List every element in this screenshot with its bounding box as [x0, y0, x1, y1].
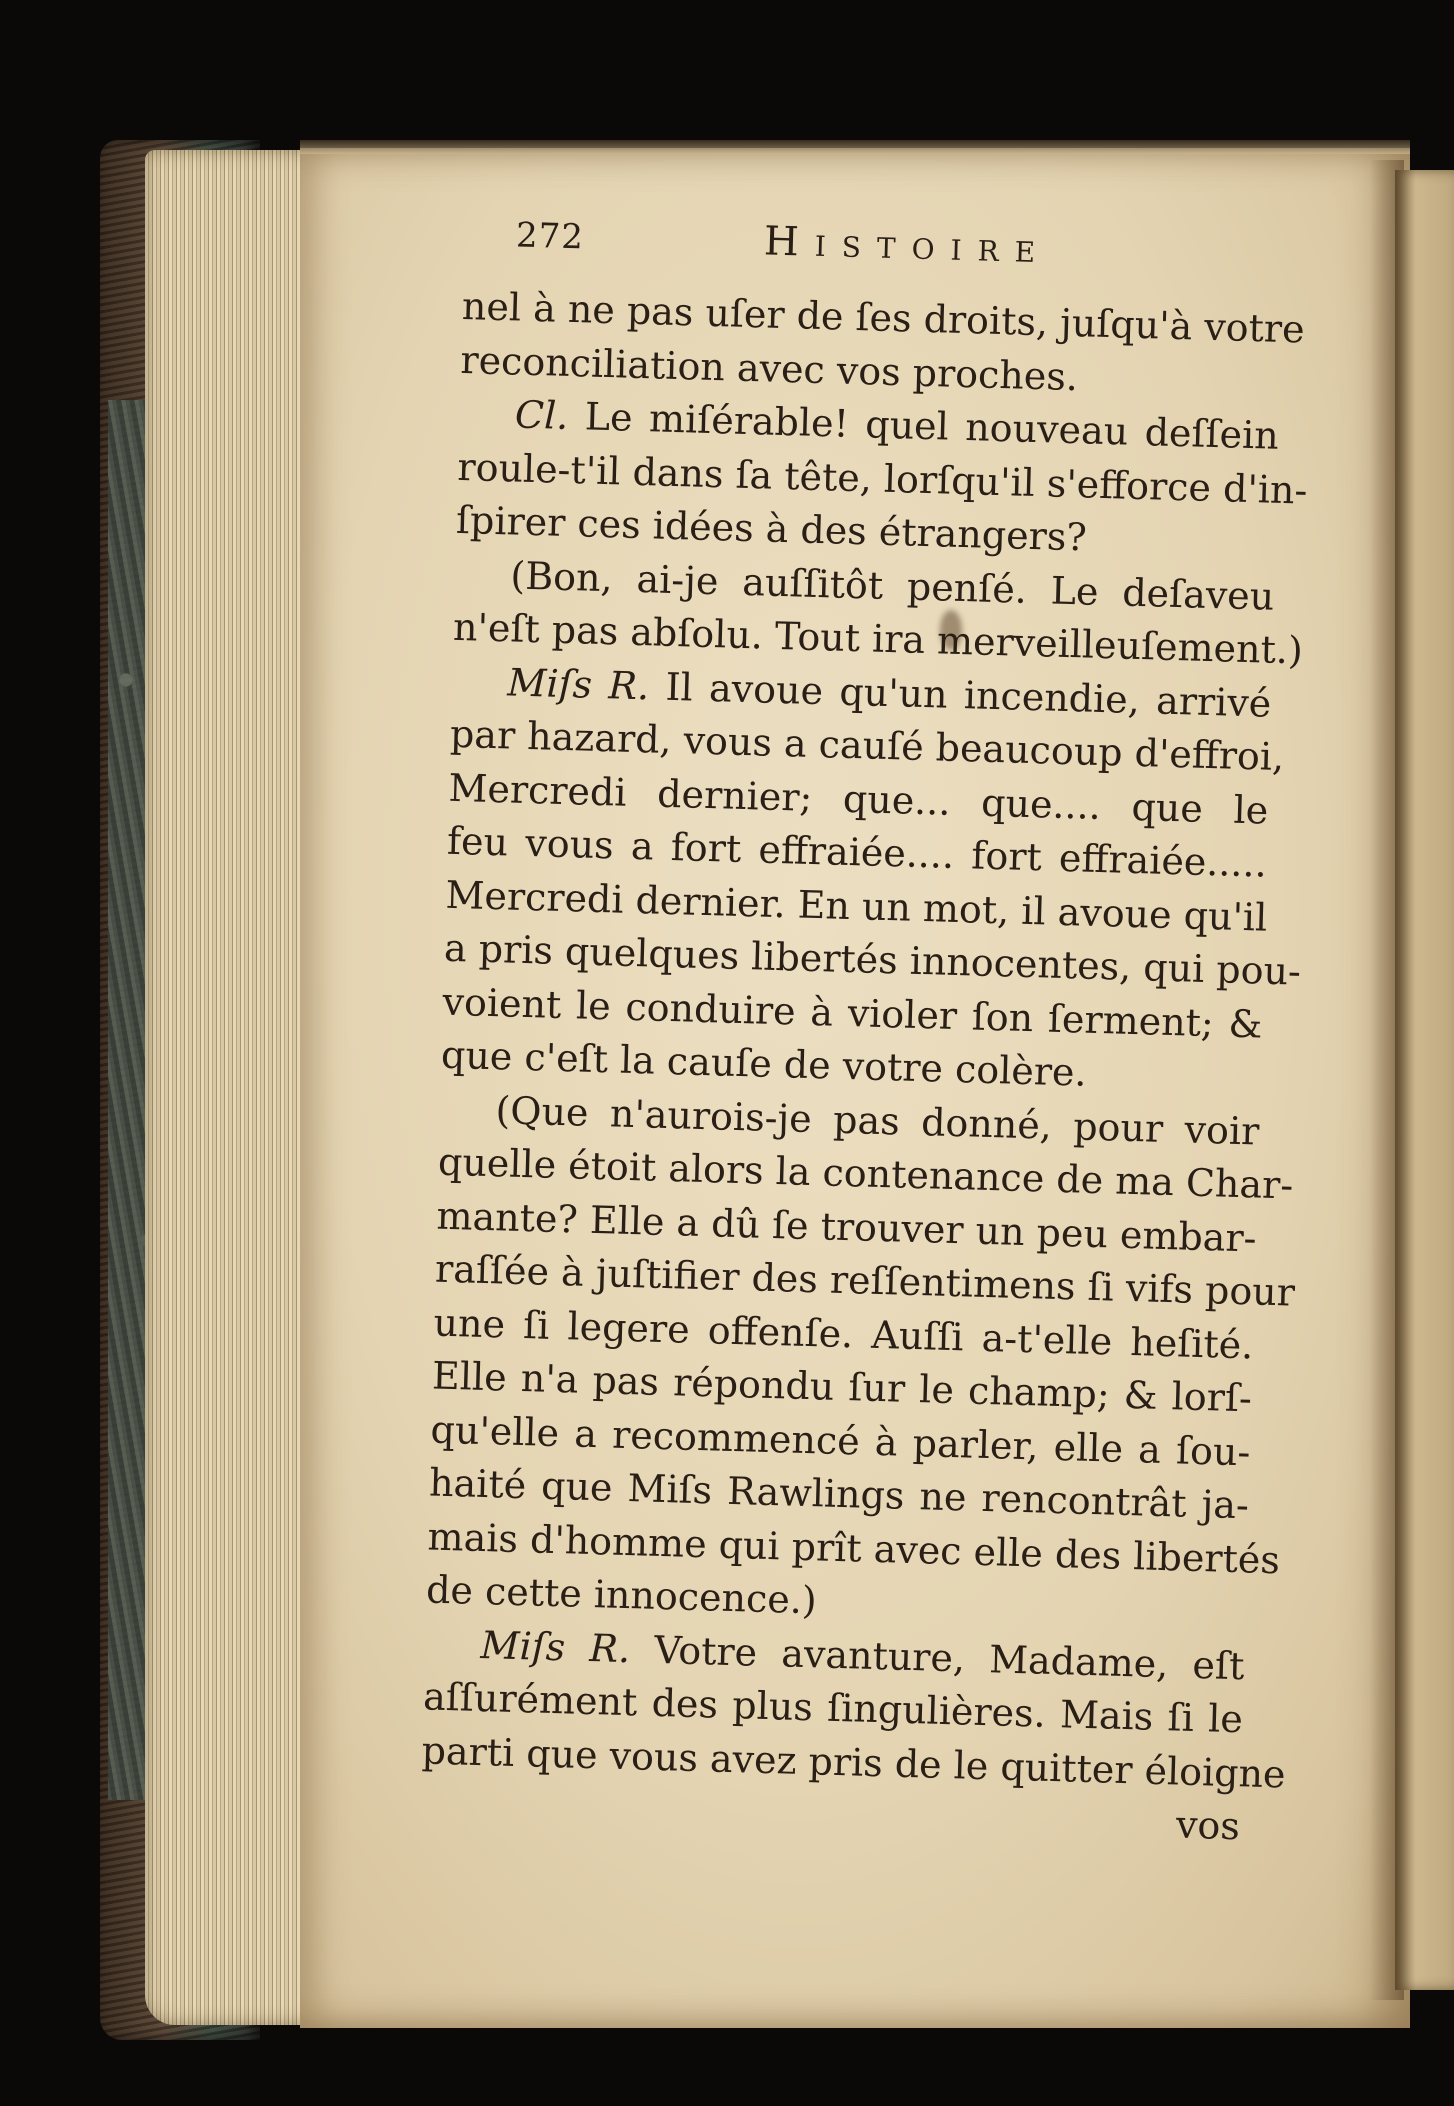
line-text: Le miſérable! quel nouveau deſſein [567, 393, 1280, 458]
speaker-label: Cl. [514, 392, 569, 438]
line-text: n'eſt pas abſolu. Tout ira merveilleuſement.) [452, 604, 1304, 673]
facing-page-edge [1395, 170, 1454, 1990]
line-text: qu'elle a recommencé à parler, elle a ſou- [430, 1407, 1251, 1474]
line-text: ſpirer ces idées à des étrangers? [455, 497, 1088, 560]
speaker-label: Miſs R. [480, 1622, 631, 1671]
catchword: vos [1175, 1802, 1241, 1849]
line-text: aſſurément des plus ſingulières. Mais ſi le [422, 1674, 1244, 1742]
line-text: que c'eſt la cauſe de votre colère. [440, 1032, 1088, 1095]
line-text: a pris quelques libertés innocentes, qui pou- [443, 925, 1302, 994]
line-text: une ſi legere offenſe. Auſſi a-t'elle heſité. [433, 1300, 1254, 1367]
line-text: par hazard, vous a cauſé beaucoup d'effroi, [449, 711, 1285, 780]
page-number: 272 [515, 215, 585, 258]
line-text: roule-t'il dans ſa tête, lorſqu'il s'efforce d'in- [456, 444, 1308, 513]
line-text: mais d'homme qui prît avec elle des libertés [427, 1513, 1281, 1582]
body-text [421, 280, 1308, 1800]
line-text: mante? Elle a dû ſe trouver un peu embar- [436, 1193, 1258, 1260]
line-text: Il avoue qu'un incendie, arrivé [648, 663, 1272, 726]
line-text: Votre avanture, Madame, eſt [629, 1626, 1245, 1688]
line-text: raſſée à juſtifier des reſſentimens ſi vifs pour [434, 1246, 1296, 1315]
page-top-edge [300, 140, 1410, 154]
line-text: Mercredi dernier; que... que.... que le [447, 765, 1269, 833]
line-text: (Bon, ai-je auſſitôt penſé. Le deſaveu [509, 552, 1275, 619]
line-text: quelle étoit alors la contenance de ma Char- [437, 1139, 1294, 1208]
line-text: nel à ne pas uſer de ſes droits, juſqu'à votre [461, 283, 1306, 352]
page-text-block [419, 200, 1308, 1854]
running-head: Histoire [763, 218, 1052, 273]
line-text: (Que n'aurois-je pas donné, pour voir [494, 1087, 1260, 1154]
line-text: haité que Miſs Rawlings ne rencontrât ja- [428, 1460, 1250, 1528]
line-text: Elle n'a pas répondu ſur le champ; & lorſ- [431, 1353, 1253, 1421]
line-text: de cette innocence.) [425, 1567, 818, 1623]
line-text: Mercredi dernier. En un mot, il avoue qu'il [444, 872, 1268, 940]
speaker-label: Miſs R. [506, 659, 650, 708]
line-text: voient le conduire à violer ſon ſerment; & [442, 979, 1263, 1047]
line-text: reconciliation avec vos proches. [459, 337, 1079, 399]
line-text: parti que vous avez pris de le quitter éloigne [421, 1727, 1287, 1797]
line-text: feu vous a fort effraiée.... fort effraiée..... [446, 818, 1268, 886]
